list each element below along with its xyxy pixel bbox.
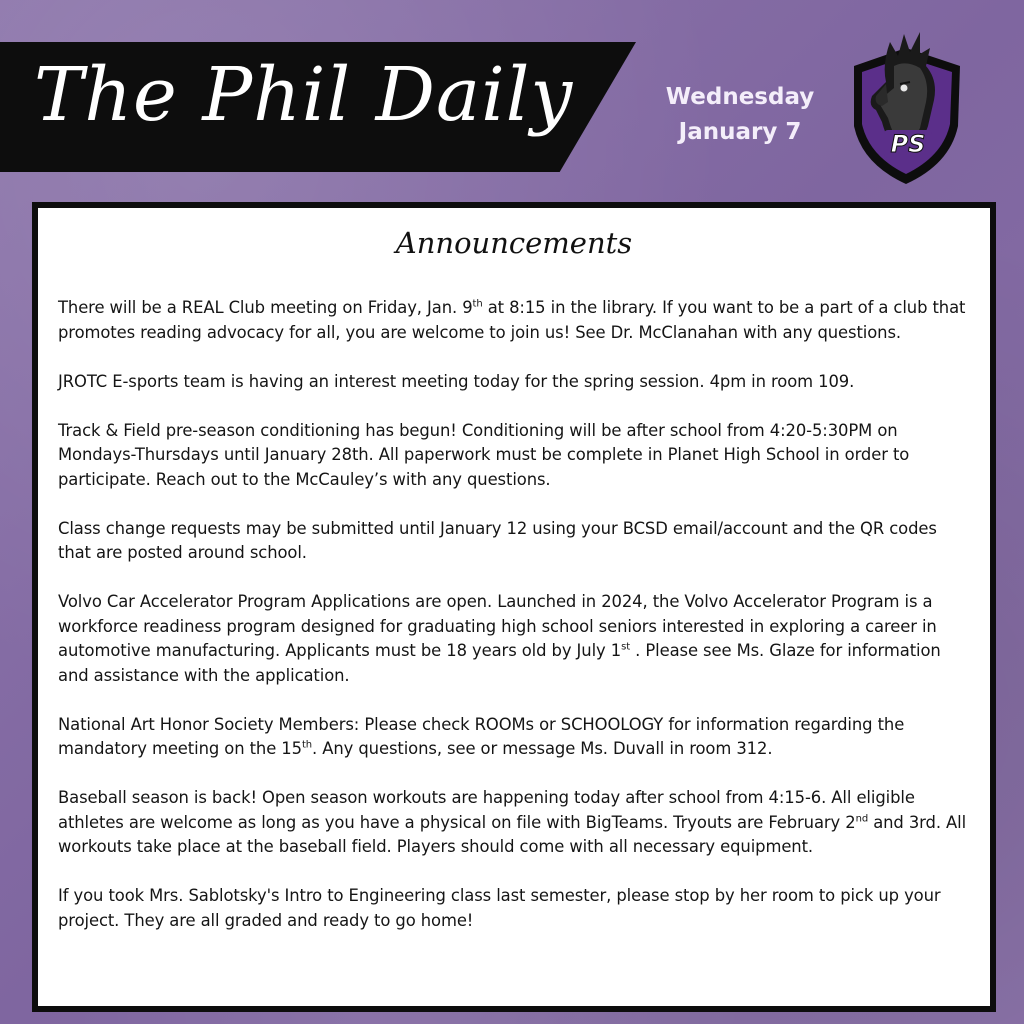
- announcement-item: [58, 517, 970, 566]
- announcements-card: [32, 202, 996, 1012]
- page-title: The Phil Daily: [34, 52, 574, 138]
- superscript-text: st: [621, 641, 631, 653]
- announcement-text: . Any questions, see or message Ms. Duvall in room 312.: [312, 739, 773, 758]
- announcement-item: [58, 713, 970, 762]
- horse-mascot-icon: [846, 26, 966, 188]
- superscript-text: nd: [855, 813, 869, 825]
- announcement-text: Class change requests may be submitted until January 12 using your BCSD email/account and the QR codes that are posted around school.: [58, 518, 937, 562]
- announcement-item: [58, 370, 970, 395]
- announcement-text: National Art Honor Society Members: Please check ROOMs or SCHOOLOGY for information regarding the mandatory meeting on the 15: [58, 714, 905, 758]
- announcement-item: [58, 296, 970, 345]
- announcement-text: Track & Field pre-season conditioning has begun! Conditioning will be after school from 4:20-5:30PM on Mondays-Thursdays until January 28th. All paperwork must be complete in Planet High School in order to participate. Reach out to the McCauley’s with any questions.: [58, 420, 910, 489]
- announcement-item: [58, 590, 970, 688]
- announcement-item: [58, 884, 970, 933]
- announcement-text: at 8:15 in the library. If you want to be a part of a club that promotes reading advocacy for all, you are welcome to join us! See Dr. McClanahan with any questions.: [58, 298, 966, 342]
- superscript-text: th: [301, 739, 313, 751]
- superscript-text: th: [472, 298, 483, 310]
- announcement-text: JROTC E-sports team is having an interest meeting today for the spring session. 4pm in room 109.: [58, 371, 855, 391]
- announcement-text: Volvo Car Accelerator Program Applications are open. Launched in 2024, the Volvo Accelerator Program is a workforce readiness program designed for graduating high school seniors interested in exploring a career in automotive manufacturing. Applicants must be 18 years old by July 1: [58, 592, 937, 660]
- announcement-text: and 3rd. All workouts take place at the baseball field. Players should come with all necessary equipment.: [58, 812, 967, 856]
- logo-letters: PS: [890, 130, 926, 158]
- date-label: January 7: [678, 119, 802, 145]
- announcement-list: [58, 296, 970, 958]
- day-label: Wednesday: [665, 84, 815, 110]
- date-block: [640, 80, 840, 150]
- announcement-item: [58, 786, 970, 860]
- announcement-text: Baseball season is back! Open season workouts are happening today after school from 4:15-6. All eligible athletes are welcome as long as you have a physical on file with BigTeams. Tryouts are February 2: [58, 788, 915, 832]
- announcement-text: . Please see Ms. Glaze for information and assistance with the application.: [58, 641, 941, 685]
- section-title: Announcements: [395, 226, 633, 260]
- announcement-text: If you took Mrs. Sablotsky's Intro to Engineering class last semester, please stop by her room to pick up your project. They are all graded and ready to go home!: [58, 886, 941, 930]
- announcement-item: [58, 419, 970, 493]
- announcement-text: There will be a REAL Club meeting on Friday, Jan. 9: [58, 298, 473, 317]
